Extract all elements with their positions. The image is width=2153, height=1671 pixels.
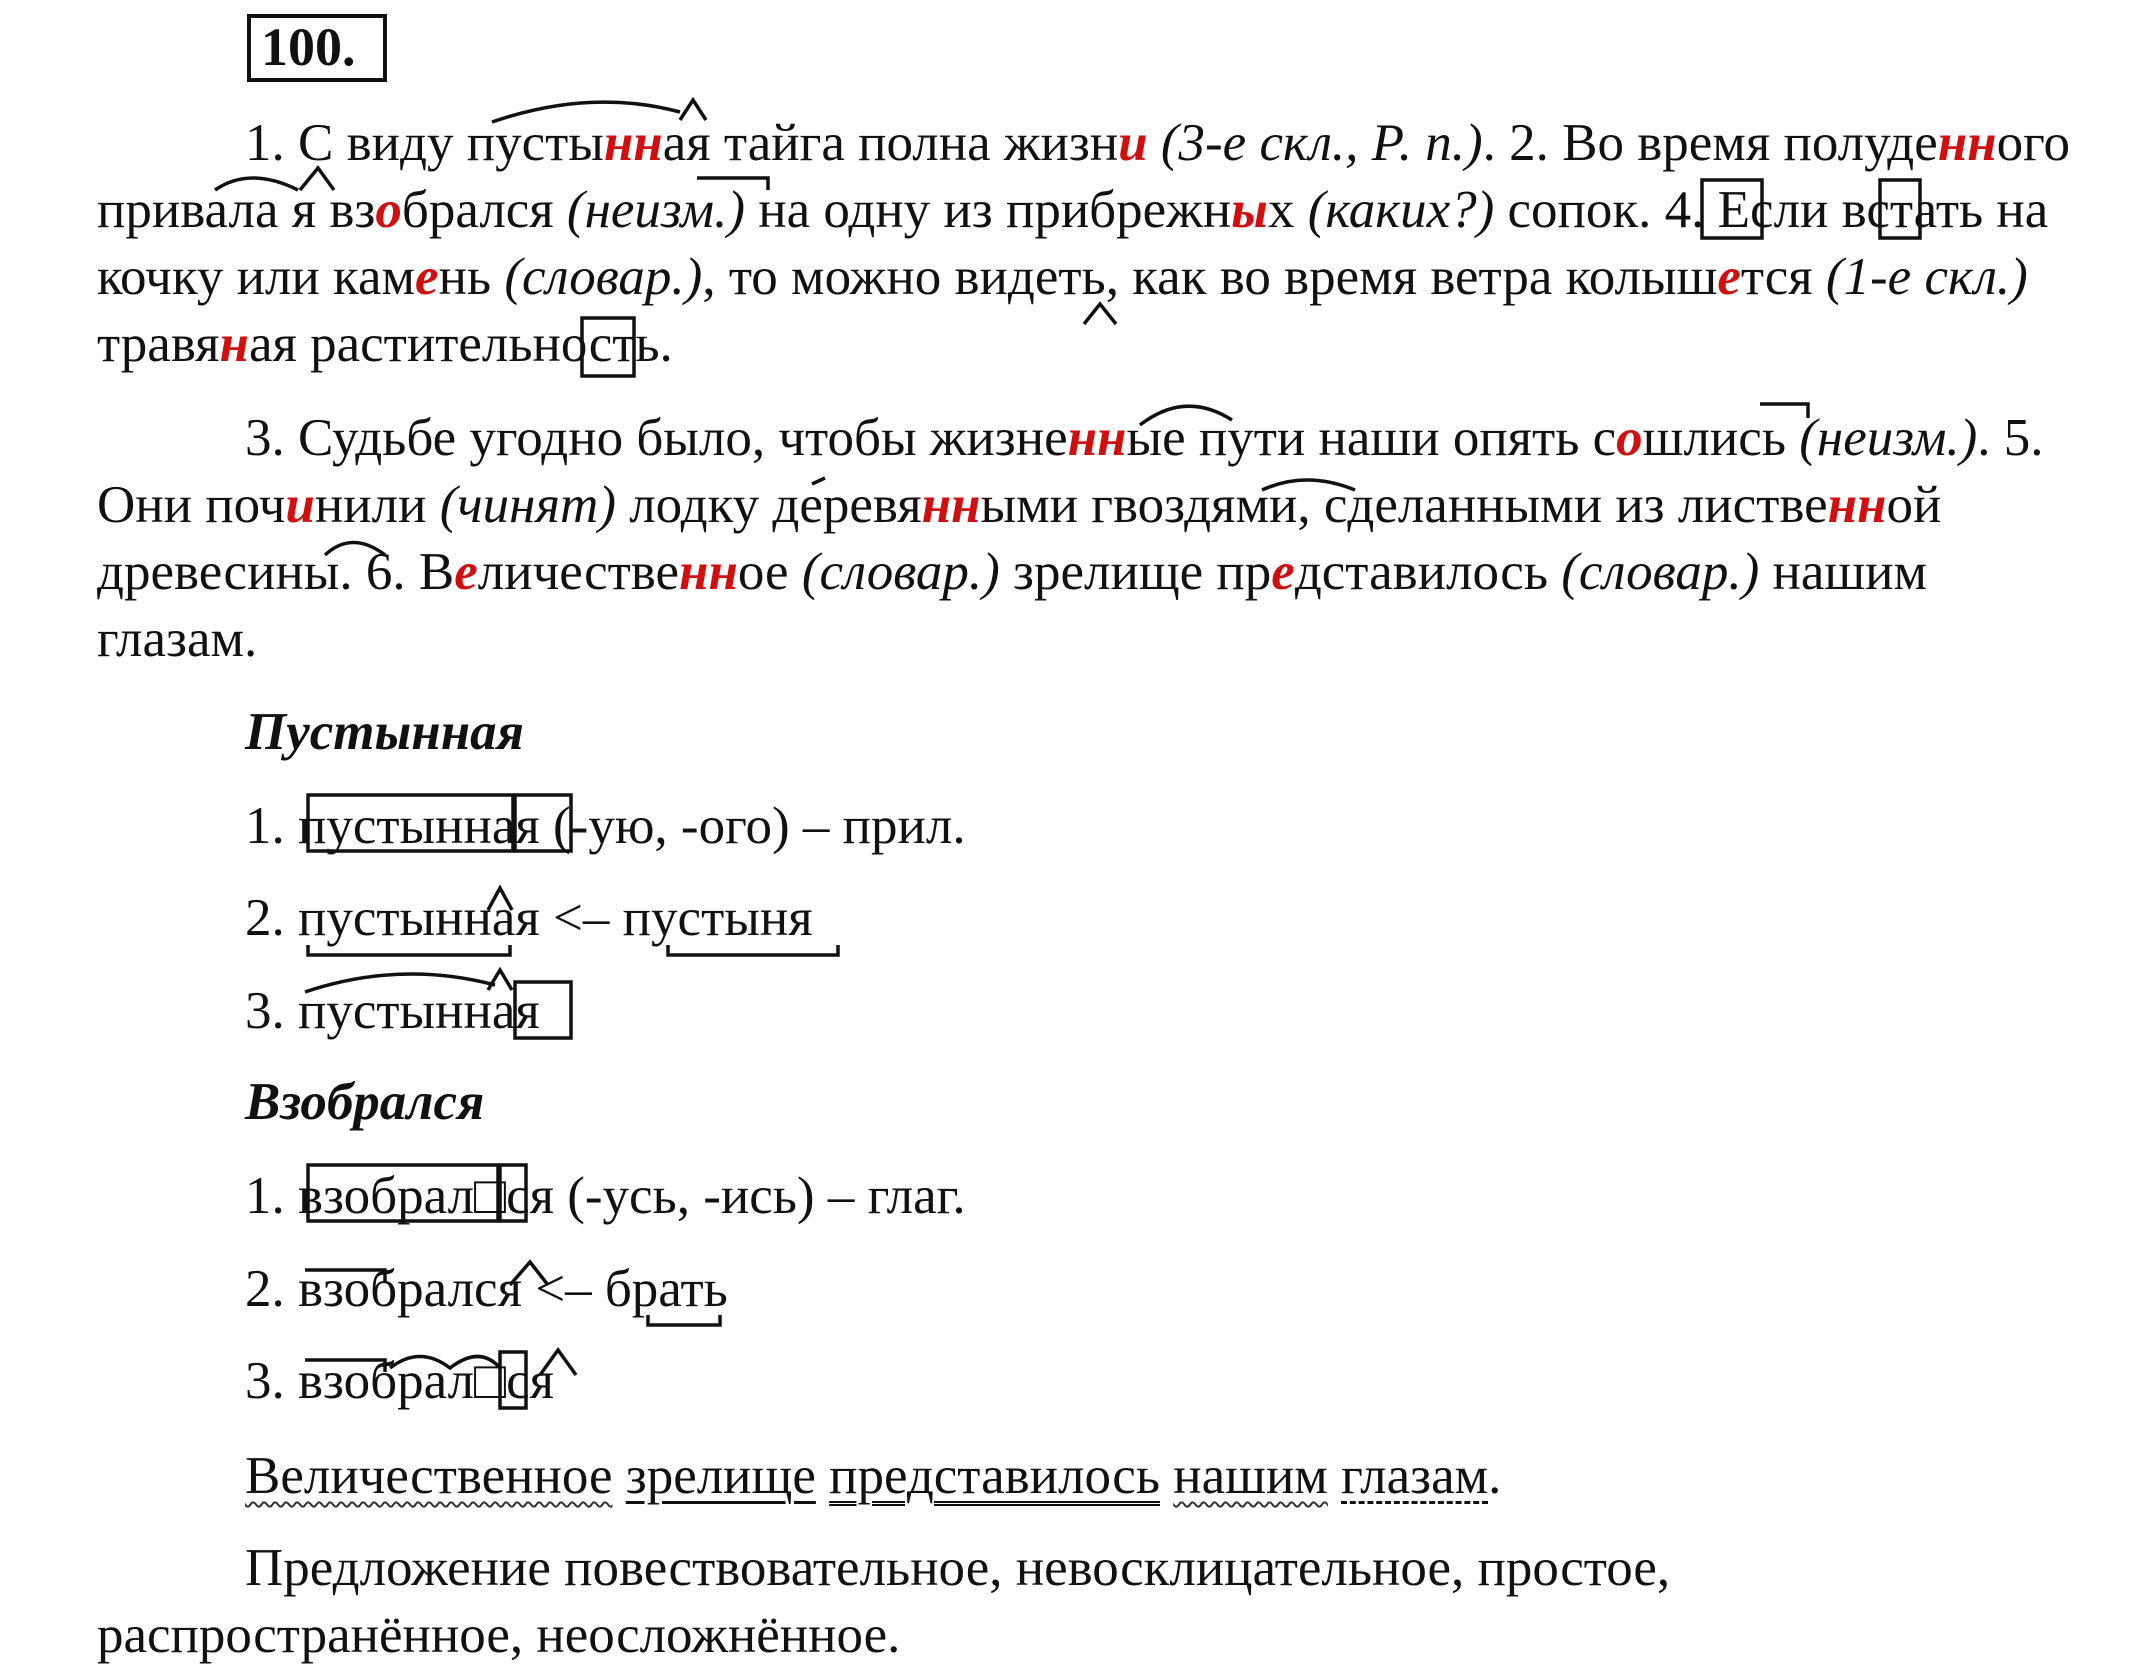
spelling-mark: и xyxy=(1118,114,1148,172)
sentence-word-attribute: нашим xyxy=(1173,1447,1328,1505)
parsed-sentence xyxy=(245,1445,1501,1507)
sentence-word-predicate: представилось xyxy=(829,1447,1160,1505)
grammar-note: (каких?) xyxy=(1307,181,1495,239)
text: нь xyxy=(438,248,505,306)
spelling-mark: нн xyxy=(679,543,738,601)
text: 3. Судьбе угодно было, чтобы жизне xyxy=(245,409,1068,467)
text: на одну из прибрежн xyxy=(744,181,1232,239)
text: личестве xyxy=(477,543,680,601)
sentence-word-modifier: Величественное xyxy=(245,1447,613,1505)
grammar-note: (неизм.) xyxy=(566,181,745,239)
text: ого привала я вз xyxy=(97,114,2071,239)
text: ое xyxy=(737,543,802,601)
text: ые пути наши опять с xyxy=(1126,409,1617,467)
spelling-mark: е xyxy=(1717,248,1741,306)
text: ая тайга полна жизн xyxy=(662,114,1119,172)
text: ая растительность. xyxy=(248,315,673,373)
text: зрелище пр xyxy=(999,543,1272,601)
text: нашим глазам. xyxy=(97,543,1928,668)
word1-line-2: 2. пустынная <– пустыня xyxy=(245,889,813,947)
spelling-mark: о xyxy=(1616,409,1643,467)
spelling-mark: нн xyxy=(603,114,663,172)
sentence-end: . xyxy=(1488,1447,1502,1505)
spelling-mark: е xyxy=(454,543,478,601)
spelling-mark: и xyxy=(285,476,315,534)
text: травя xyxy=(97,315,220,373)
word2-line-1: 1. взобрал□ся (-усь, -ись) – глаг. xyxy=(245,1167,966,1225)
text: лодку деревя xyxy=(615,476,922,534)
sentence-word-subject: зрелище xyxy=(625,1447,816,1505)
spelling-mark: е xyxy=(415,248,439,306)
paragraph-1 xyxy=(97,110,2087,378)
text: сопок. 4. Если встать на кочку или кам xyxy=(97,181,2049,306)
word1-line-3: 3. пустынная xyxy=(245,982,540,1040)
spelling-mark: нн xyxy=(1827,476,1887,534)
grammar-note: (3-е скл., Р. п.) xyxy=(1160,114,1483,172)
text: брался xyxy=(401,181,567,239)
text: тся xyxy=(1740,248,1826,306)
text: ыми гвоздями, сделанными из листве xyxy=(980,476,1828,534)
grammar-note: (неизм.) xyxy=(1799,409,1978,467)
text: . 2. Во время полуде xyxy=(1482,114,1938,172)
word1-line-1: 1. пустынная (-ую, -ого) – прил. xyxy=(245,797,966,855)
sentence-analysis: Предложение повествовательное, невосклицательное, простое, распространённое, неосложнённое. xyxy=(97,1539,1671,1664)
text: нили xyxy=(314,476,440,534)
spelling-mark: ы xyxy=(1231,181,1268,239)
spelling-mark: нн xyxy=(921,476,981,534)
text: 1. С виду пусты xyxy=(245,114,604,172)
text: , то можно видеть, как во время ветра колыш xyxy=(702,248,1718,306)
word2-line-3: 3. взобрал□ся xyxy=(245,1352,554,1410)
spelling-mark: нн xyxy=(1067,409,1127,467)
text: дставилось xyxy=(1294,543,1562,601)
grammar-note: (словар.) xyxy=(801,543,1000,601)
word-heading-2: Взобрался xyxy=(245,1073,485,1131)
text: ой древесины. 6. В xyxy=(97,476,1942,601)
text: х xyxy=(1267,181,1308,239)
exercise-number: 100. xyxy=(247,14,387,82)
text: шлись xyxy=(1642,409,1800,467)
grammar-note: (словар.) xyxy=(504,248,703,306)
spelling-mark: е xyxy=(1271,543,1295,601)
grammar-note: (1-е скл.) xyxy=(1825,248,2028,306)
grammar-note: (чинят) xyxy=(439,476,616,534)
sentence-word-object: глазам xyxy=(1341,1447,1489,1505)
spelling-mark: о xyxy=(375,181,402,239)
word2-line-2: 2. взобрался <– брать xyxy=(245,1260,728,1318)
text: . 5. Они поч xyxy=(97,409,2044,534)
spelling-mark: н xyxy=(219,315,249,373)
paragraph-2 xyxy=(97,405,2087,673)
word-heading-1: Пустынная xyxy=(245,703,524,761)
spelling-mark: нн xyxy=(1937,114,1997,172)
grammar-note: (словар.) xyxy=(1561,543,1760,601)
